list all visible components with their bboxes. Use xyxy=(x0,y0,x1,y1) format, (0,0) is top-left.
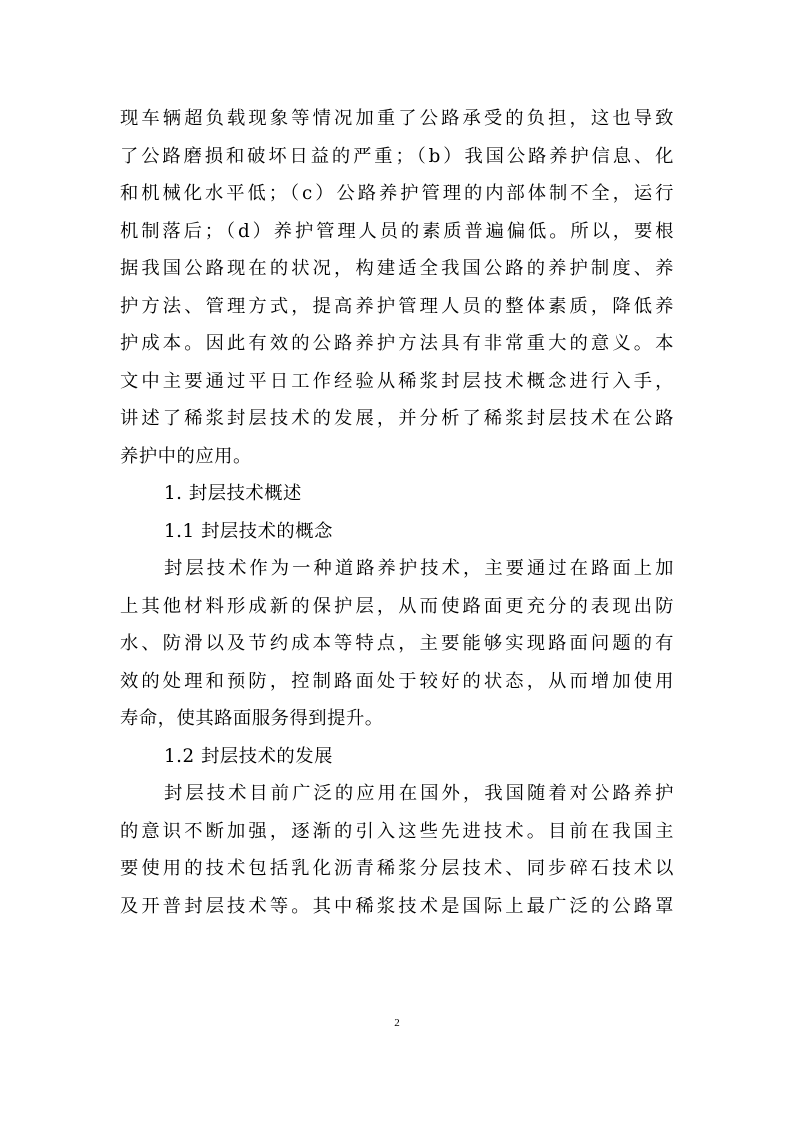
paragraph-line: 上其他材料形成新的保护层，从而使路面更充分的表现出防 xyxy=(120,595,674,617)
paragraph-line: 寿命，使其路面服务得到提升。 xyxy=(120,708,384,729)
page-number: 2 xyxy=(394,1017,400,1029)
paragraph-line: 护方法、管理方式，提高养护管理人员的整体素质，降低养 xyxy=(120,295,674,317)
paragraph-line: 和机械化水平低；（c）公路养护管理的内部体制不全，运行 xyxy=(120,183,674,204)
paragraph-line: 要使用的技术包括乳化沥青稀浆分层技术、同步碎石技术以 xyxy=(120,858,674,879)
paragraph-line: 封层技术目前广泛的应用在国外，我国随着对公路养护 xyxy=(164,783,674,804)
body-text xyxy=(120,100,674,925)
paragraph-line: 了公路磨损和破坏日益的严重；（b）我国公路养护信息、化 xyxy=(120,145,674,167)
paragraph-line: 封层技术作为一种道路养护技术，主要通过在路面上加 xyxy=(164,558,674,579)
paragraph-line: 据我国公路现在的状况，构建适全我国公路的养护制度、养 xyxy=(120,258,674,279)
paragraph-line: 讲述了稀浆封层技术的发展，并分析了稀浆封层技术在公路 xyxy=(120,408,674,429)
subsection-heading: 1.2 封层技术的发展 xyxy=(164,745,333,767)
paragraph-line: 水、防滑以及节约成本等特点，主要能够实现路面问题的有 xyxy=(120,633,674,654)
paragraph-line: 现车辆超负载现象等情况加重了公路承受的负担，这也导致 xyxy=(120,108,674,129)
paragraph-line: 护成本。因此有效的公路养护方法具有非常重大的意义。本 xyxy=(120,333,674,354)
paragraph-line: 及开普封层技术等。其中稀浆技术是国际上最广泛的公路罩 xyxy=(120,895,674,917)
section-heading: 1. 封层技术概述 xyxy=(164,483,302,504)
paragraph-line: 的意识不断加强，逐渐的引入这些先进技术。目前在我国主 xyxy=(120,820,674,842)
paragraph-line: 养护中的应用。 xyxy=(120,445,252,467)
paragraph-line: 效的处理和预防，控制路面处于较好的状态，从而增加使用 xyxy=(120,670,674,692)
paragraph-line: 机制落后；（d）养护管理人员的素质普遍偏低。所以，要根 xyxy=(120,220,674,242)
paragraph-line: 文中主要通过平日工作经验从稀浆封层技术概念进行入手， xyxy=(120,370,674,392)
subsection-heading: 1.1 封层技术的概念 xyxy=(164,520,333,542)
